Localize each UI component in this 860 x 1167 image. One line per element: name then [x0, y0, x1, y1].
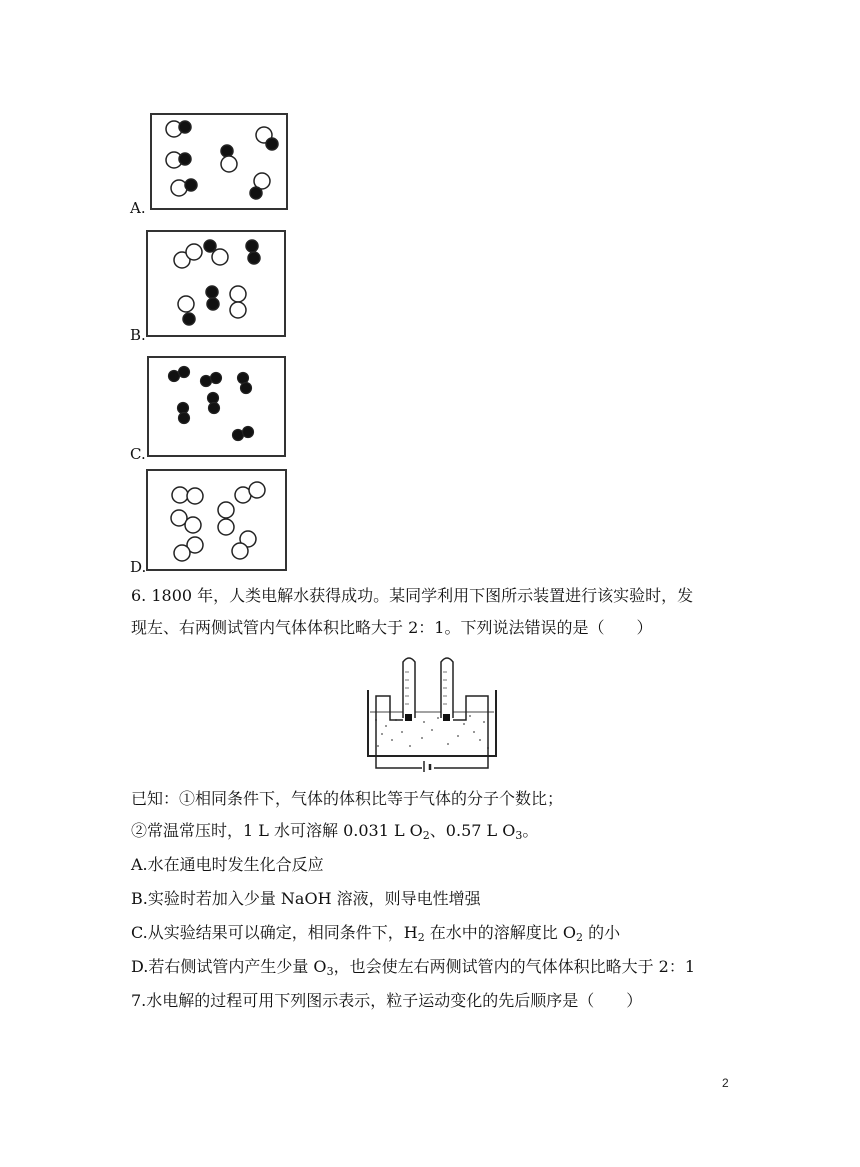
question-6-option-c [131, 922, 620, 944]
question-6-line-2: 现左、右两侧试管内气体体积比略大于 2：1。下列说法错误的是（ ） [131, 618, 653, 637]
molecule-diagram-d [148, 471, 285, 569]
question-6-option-b: B.实验时若加入少量 NaOH 溶液，则导电性增强 [131, 889, 481, 908]
known-condition-1: 已知：①相同条件下，气体的体积比等于气体的分子个数比； [131, 789, 564, 808]
question-7-line-1: 7.水电解的过程可用下列图示表示，粒子运动变化的先后顺序是（ ） [131, 991, 643, 1010]
question-6-line-1: 6. 1800 年，人类电解水获得成功。某同学利用下图所示装置进行该实验时，发 [131, 586, 694, 605]
option-d-sub: 3 [326, 965, 334, 978]
option-a-diagram [150, 113, 288, 210]
option-d-diagram [146, 469, 287, 571]
known-condition-2-sub-2: 3 [515, 829, 523, 842]
electrolysis-apparatus-figure [362, 652, 502, 772]
option-c-label: C. [130, 445, 146, 463]
option-a-label: A. [130, 199, 146, 217]
molecule-diagram-b [148, 232, 284, 335]
option-d-text-b: ，也会使左右两侧试管内的气体体积比略大于 2：1 [333, 957, 696, 976]
question-6-option-a: A.水在通电时发生化合反应 [131, 855, 324, 874]
water-trough [368, 690, 496, 756]
molecule-diagram-a [152, 115, 286, 208]
option-d-label: D. [130, 558, 147, 576]
molecule-diagram-c [149, 358, 284, 455]
left-electrode [405, 714, 412, 721]
option-c-diagram [147, 356, 286, 457]
known-condition-2-text-b: 、0.57 L O [429, 821, 516, 840]
page-number: 2 [722, 1076, 729, 1090]
option-b-label: B. [130, 326, 146, 344]
option-c-sub-2: 2 [576, 931, 584, 944]
known-condition-2 [131, 820, 538, 842]
option-c-sub-1: 2 [417, 931, 425, 944]
known-condition-2-text-c: 。 [522, 821, 539, 840]
option-d-text-a: D.若右侧试管内产生少量 O [131, 957, 327, 976]
known-condition-2-text-a: ②常温常压时，1 L 水可溶解 0.031 L O [131, 821, 423, 840]
option-c-text-a: C.从实验结果可以确定，相同条件下，H [131, 923, 418, 942]
question-6-option-d [131, 956, 695, 978]
option-c-text-c: 的小 [583, 923, 621, 942]
known-condition-2-sub-1: 2 [422, 829, 430, 842]
right-electrode [443, 714, 450, 721]
option-c-text-b: 在水中的溶解度比 O [424, 923, 577, 942]
option-b-diagram [146, 230, 286, 337]
